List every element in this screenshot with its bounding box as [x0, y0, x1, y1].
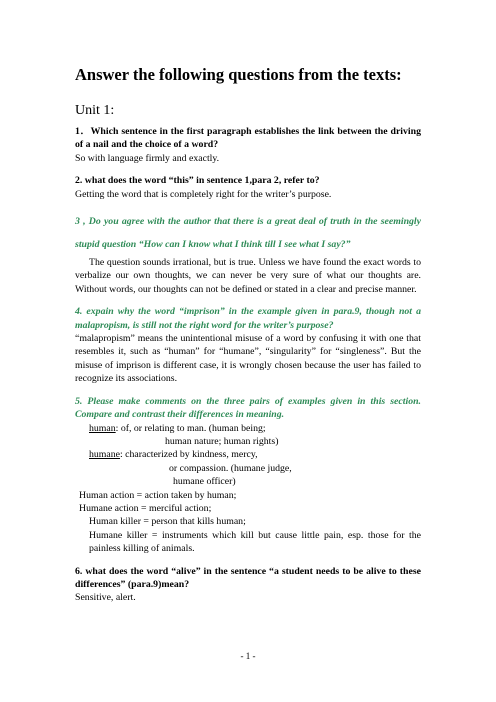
question-3: 3 , Do you agree with the author that there is a great deal of truth in the seemingly stupid question “How can I know what I think till I see what I say?” — [75, 216, 421, 251]
answer-2: Getting the word that is completely right for the writer’s purpose. — [75, 188, 332, 200]
unit-heading: Unit 1: — [75, 103, 115, 118]
page-title: Answer the following questions from the texts: — [75, 65, 402, 84]
pair-item: Human action = action taken by human; — [79, 489, 237, 501]
pair-item: Humane killer = instruments which kill but cause little pain, esp. those for the painless killing of animals. — [89, 529, 421, 555]
answer-4: “malapropism” means the unintentional misuse of a word by confusing it with one that resembles it, such as “human” for “humane”, “singularity” for “singleness”. But the misuse of imprison is different case, it is wrongly chosen because the user has failed to recognize its associations. — [75, 333, 421, 385]
term-human: human — [89, 422, 116, 434]
question-1: 1．Which sentence in the first paragraph establishes the link between the driving of a nail and the choice of a word? — [75, 126, 421, 151]
definition-humane — [75, 448, 421, 488]
term-humane: humane — [89, 449, 121, 461]
definition-humane-text: : characterized by kindness, mercy, — [120, 449, 258, 461]
answer-1: So with language firmly and exactly. — [75, 152, 220, 164]
page-number: - 1 - — [240, 651, 256, 661]
definition-humane-examples: humane officer) — [173, 476, 236, 488]
pair-item: Human killer = person that kills human; — [89, 516, 246, 528]
question-2: 2. what does the word “this” in sentence 1,para 2, refer to? — [75, 175, 320, 187]
question-4: 4. expain why the word “imprison” in the example given in para.9, though not a malapropism, is still not the right word for the writer’s purpose? — [75, 306, 421, 331]
definition-human-examples: human nature; human rights) — [165, 435, 279, 447]
question-6: 6. what does the word “alive” in the sentence “a student needs to be alive to these differences” (para.9)mean? — [75, 565, 421, 590]
questions-body — [75, 125, 421, 605]
definition-humane-cont: or compassion. (humane judge, — [169, 462, 292, 474]
answer-6: Sensitive, alert. — [75, 592, 136, 604]
question-5: 5. Please make comments on the three pairs of examples given in this section. Compare and contrast their differences in meaning. — [75, 395, 421, 421]
pair-item: Humane action = merciful action; — [79, 502, 212, 514]
definition-human-text: : of, or relating to man. (human being; — [115, 422, 266, 434]
definition-human — [75, 422, 421, 449]
answer-3: The question sounds irrational, but is true. Unless we have found the exact words to verbalize our own thoughts, we can never be very sure of what our thoughts are. Without words, our thoughts can not be defined or stated in a clear and precise manner. — [75, 257, 421, 295]
